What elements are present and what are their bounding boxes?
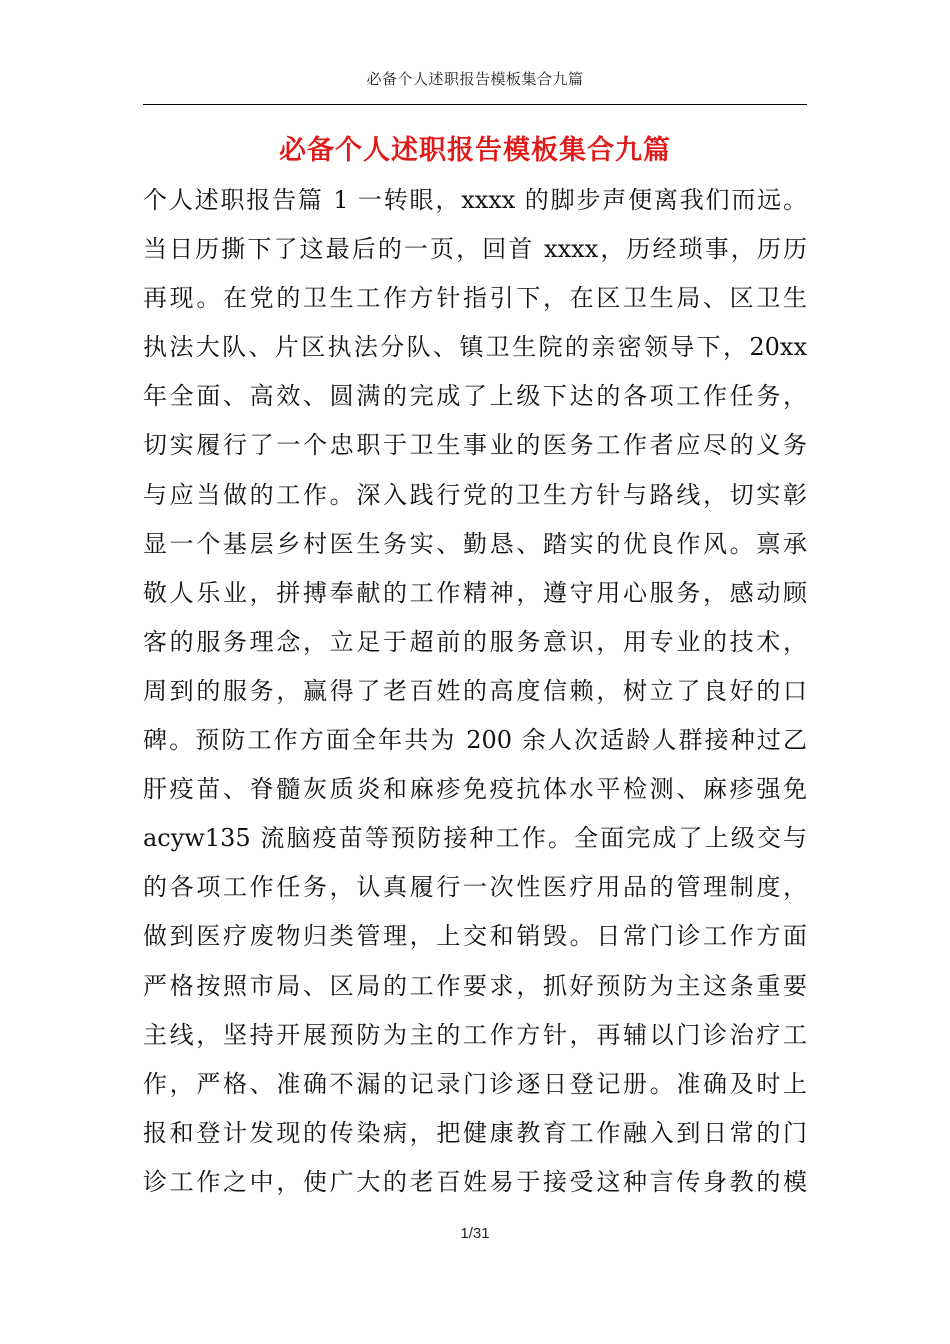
text-line: 周到的服务，赢得了老百姓的高度信赖，树立了良好的口 (143, 676, 807, 705)
document-title: 必备个人述职报告模板集合九篇 (279, 135, 671, 166)
text-line: 肝疫苗、脊髓灰质炎和麻疹免疫抗体水平检测、麻疹强免 (143, 775, 807, 804)
text-line: 再现。在党的卫生工作方针指引下，在区卫生局、区卫生 (143, 284, 807, 313)
text-line: 当日历撕下了这最后的一页，回首 xxxx，历经琐事，历历 (143, 235, 807, 264)
text-line: 的各项工作任务，认真履行一次性医疗用品的管理制度， (143, 873, 807, 902)
text-line: 做到医疗废物归类管理，上交和销毁。日常门诊工作方面 (143, 922, 807, 951)
text-line: 敬人乐业，拼搏奉献的工作精神，遵守用心服务，感动顾 (143, 578, 807, 607)
text-line: 诊工作之中，使广大的老百姓易于接受这种言传身教的模 (143, 1167, 807, 1196)
body-paragraph (143, 176, 807, 1207)
text-line: 作，严格、准确不漏的记录门诊逐日登记册。准确及时上 (143, 1069, 807, 1098)
page-number: 1/31 (460, 1225, 490, 1242)
text-line: 显一个基层乡村医生务实、勤恳、踏实的优良作风。禀承 (143, 529, 807, 558)
text-line: 严格按照市局、区局的工作要求，抓好预防为主这条重要 (143, 971, 807, 1000)
text-line: 执法大队、片区执法分队、镇卫生院的亲密领导下，20xx (143, 333, 807, 362)
text-line: 个人述职报告篇 1 一转眼，xxxx 的脚步声便离我们而远。 (143, 186, 807, 214)
header-divider (143, 104, 807, 105)
running-header: 必备个人述职报告模板集合九篇 (366, 70, 584, 88)
text-line: 碑。预防工作方面全年共为 200 余人次适龄人群接种过乙 (143, 726, 807, 755)
text-line: 客的服务理念，立足于超前的服务意识，用专业的技术， (143, 627, 807, 656)
text-line: 与应当做的工作。深入践行党的卫生方针与路线，切实彰 (143, 480, 807, 509)
text-line: 主线，坚持开展预防为主的工作方针，再辅以门诊治疗工 (143, 1020, 807, 1049)
text-line: acyw135 流脑疫苗等预防接种工作。全面完成了上级交与 (143, 824, 807, 853)
text-line: 切实履行了一个忠职于卫生事业的医务工作者应尽的义务 (143, 431, 807, 460)
text-line: 年全面、高效、圆满的完成了上级下达的各项工作任务， (143, 382, 807, 411)
text-line: 报和登计发现的传染病，把健康教育工作融入到日常的门 (143, 1118, 807, 1147)
